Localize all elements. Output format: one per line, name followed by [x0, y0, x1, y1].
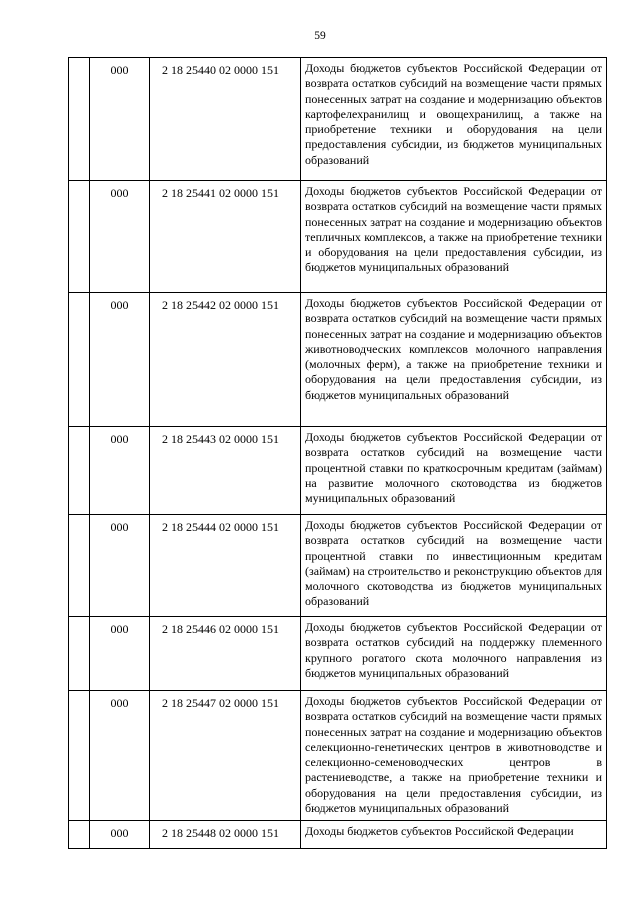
row-gap-cell: [69, 58, 90, 181]
revenue-name-cell: Доходы бюджетов субъектов Российской Федерации от возврата остатков субсидий на возмещение части прямых понесенных затрат на создание и модернизацию объектов картофелехранилищ и овощехранилищ, а также на приобретение техники и оборудования на цели предоставления субсидии, из бюджетов муниципальных образований: [301, 58, 607, 181]
admin-code-cell: 000: [90, 515, 150, 617]
budget-code-cell: 2 18 25443 02 0000 151: [150, 427, 301, 515]
row-gap-cell: [69, 821, 90, 849]
admin-code-cell: 000: [90, 691, 150, 821]
budget-code-cell: 2 18 25447 02 0000 151: [150, 691, 301, 821]
row-gap-cell: [69, 515, 90, 617]
revenue-name-cell: Доходы бюджетов субъектов Российской Федерации от возврата остатков субсидий на поддержку племенного крупного рогатого скота молочного направления из бюджетов муниципальных образований: [301, 617, 607, 691]
revenue-name-cell: Доходы бюджетов субъектов Российской Федерации от возврата остатков субсидий на возмещение части прямых понесенных затрат на создание и модернизацию объектов селекционно-генетических центров в животноводстве и селекционно-семеноводческих центров в растениеводстве, а также на приобретение техники и оборудования на цели предоставления субсидии, из бюджетов муниципальных образований: [301, 691, 607, 821]
revenue-name-cell: Доходы бюджетов субъектов Российской Федерации от возврата остатков субсидий на возмещение части процентной ставки по инвестиционным кредитам (займам) на строительство и реконструкцию объектов для молочного скотоводства из бюджетов муниципальных образований: [301, 515, 607, 617]
admin-code-cell: 000: [90, 427, 150, 515]
budget-code-cell: 2 18 25441 02 0000 151: [150, 181, 301, 293]
table-row: [69, 293, 607, 427]
table-row: [69, 691, 607, 821]
admin-code-cell: 000: [90, 58, 150, 181]
row-gap-cell: [69, 427, 90, 515]
budget-code-cell: 2 18 25448 02 0000 151: [150, 821, 301, 849]
revenue-name-cell: Доходы бюджетов субъектов Российской Федерации от возврата остатков субсидий на возмещение части прямых понесенных затрат на создание и модернизацию объектов животноводческих комплексов молочного направления (молочных ферм), а также на приобретение техники и оборудования на цели предоставления субсидии, из бюджетов муниципальных образований: [301, 293, 607, 427]
table-row: [69, 427, 607, 515]
row-gap-cell: [69, 293, 90, 427]
table-row: [69, 821, 607, 849]
table-row: [69, 58, 607, 181]
admin-code-cell: 000: [90, 293, 150, 427]
row-gap-cell: [69, 691, 90, 821]
budget-code-cell: 2 18 25444 02 0000 151: [150, 515, 301, 617]
revenue-name-cell: Доходы бюджетов субъектов Российской Федерации: [301, 821, 607, 849]
budget-code-cell: 2 18 25440 02 0000 151: [150, 58, 301, 181]
page-number: 59: [314, 30, 326, 42]
revenue-codes-table: [68, 57, 607, 849]
budget-code-cell: 2 18 25442 02 0000 151: [150, 293, 301, 427]
revenue-name-cell: Доходы бюджетов субъектов Российской Федерации от возврата остатков субсидий на возмещение части процентной ставки по краткосрочным кредитам (займам) на развитие молочного скотоводства из бюджетов муниципальных образований: [301, 427, 607, 515]
table-row: [69, 617, 607, 691]
admin-code-cell: 000: [90, 617, 150, 691]
admin-code-cell: 000: [90, 821, 150, 849]
budget-code-cell: 2 18 25446 02 0000 151: [150, 617, 301, 691]
admin-code-cell: 000: [90, 181, 150, 293]
row-gap-cell: [69, 617, 90, 691]
table-row: [69, 515, 607, 617]
table-row: [69, 181, 607, 293]
revenue-name-cell: Доходы бюджетов субъектов Российской Федерации от возврата остатков субсидий на возмещение части прямых понесенных затрат на создание и модернизацию объектов тепличных комплексов, а также на приобретение техники и оборудования на цели предоставления субсидии, из бюджетов муниципальных образований: [301, 181, 607, 293]
row-gap-cell: [69, 181, 90, 293]
